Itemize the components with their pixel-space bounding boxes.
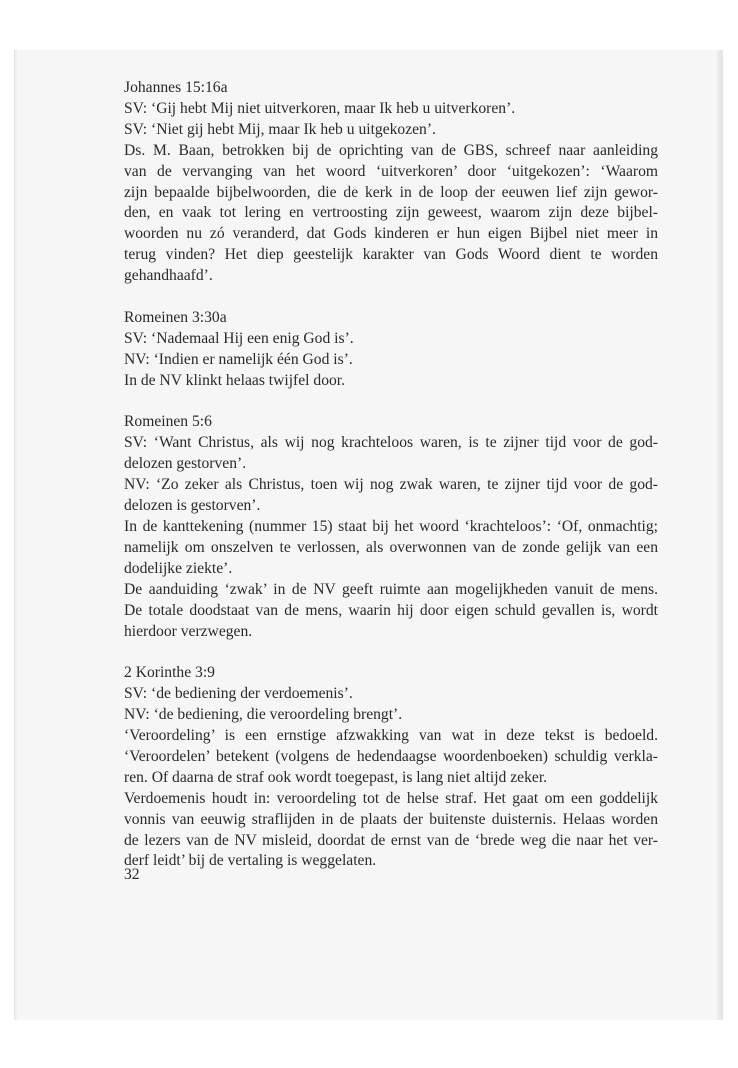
text-line: hierdoor verzwegen. [124,622,253,640]
text-line: SV: ‘Niet gij hebt Mij, maar Ik heb u uitgekozen’. [124,120,436,138]
text-line: terug vinden? Het diep geestelijk karakter van Gods Woord dient te worden [124,246,658,264]
text-line: derf leidt’ bij de vertaling is weggelaten. [124,852,377,870]
text-line: ‘Veroordeling’ is een ernstige afzwakking van wat in deze tekst is bedoeld. [124,727,658,745]
section-romeinen-3-30a [124,308,658,392]
text-line: SV: ‘Want Christus, als wij nog krachteloos waren, is te zijner tijd voor de god- [124,434,658,452]
text-line: van de vervanging van het woord ‘uitverkoren’ door ‘uitgekozen’: ‘Waarom [124,162,658,180]
section-heading: Johannes 15:16a [124,79,228,96]
text-line: delozen is gestorven’. [124,497,261,515]
text-line: dodelijke ziekte’. [124,559,233,577]
text-line: vonnis van eeuwig straflijden in de plaats der buitenste duisternis. Helaas worden [124,810,658,828]
section-johannes-15-16a [124,78,658,287]
text-line: woorden nu zó veranderd, dat Gods kinderen er hun eigen Bijbel niet meer in [124,225,658,243]
text-line: In de NV klinkt helaas twijfel door. [124,371,346,389]
text-line: den, en vaak tot lering en vertroosting zijn geweest, waarom zijn deze bijbel- [124,204,658,222]
text-line: In de kanttekening (nummer 15) staat bij het woord ‘krachteloos’: ‘Of, onmachtig; [124,518,658,535]
section-2-korinthe-3-9 [124,663,658,872]
text-line: NV: ‘Indien er namelijk één God is’. [124,350,353,368]
section-heading: 2 Korinthe 3:9 [124,664,215,682]
text-line: SV: ‘de bediening der verdoemenis’. [124,685,353,703]
section-romeinen-5-6 [124,412,658,642]
text-line: SV: ‘Gij hebt Mij niet uitverkoren, maar Ik heb u uitverkoren’. [124,99,516,117]
text-line: zijn bepaalde bijbelwoorden, die de kerk in de loop der eeuwen lief zijn gewor- [124,183,658,201]
text-line: gehandhaafd’. [124,267,213,285]
text-line: de lezers van de NV misleid, doordat de ernst van de ‘brede weg die naar het ver- [124,831,658,849]
section-heading: Romeinen 5:6 [124,413,212,431]
text-line: Verdoemenis houdt in: veroordeling tot de helse straf. Het gaat om een goddelijk [124,789,658,807]
page-number: 32 [124,866,140,883]
text-line: NV: ‘de bediening, die veroordeling brengt’. [124,706,403,724]
text-line: NV: ‘Zo zeker als Christus, toen wij nog zwak waren, te zijner tijd voor de god- [124,476,658,494]
text-line: De aanduiding ‘zwak’ in de NV geeft ruimte aan mogelijkheden vanuit de mens. [124,580,658,598]
text-line: delozen gestorven’. [124,455,247,473]
text-line: De totale doodstaat van de mens, waarin hij door eigen schuld gevallen is, wordt [124,601,658,619]
body-text [124,78,658,893]
text-line: ren. Of daarna de straf ook wordt toegepast, is lang niet altijd zeker. [124,768,548,786]
text-line: SV: ‘Nademaal Hij een enig God is’. [124,329,354,347]
text-line: Ds. M. Baan, betrokken bij de oprichting van de GBS, schreef naar aanleiding [124,141,658,159]
text-line: ‘Veroordelen’ betekent (volgens de hedendaagse woordenboeken) schuldig verkla- [124,747,658,765]
page-fold-shadow [717,50,723,1020]
text-line: namelijk om onszelven te verlossen, als overwonnen van de zonde gelijk van een [124,538,658,556]
section-heading: Romeinen 3:30a [124,308,227,326]
